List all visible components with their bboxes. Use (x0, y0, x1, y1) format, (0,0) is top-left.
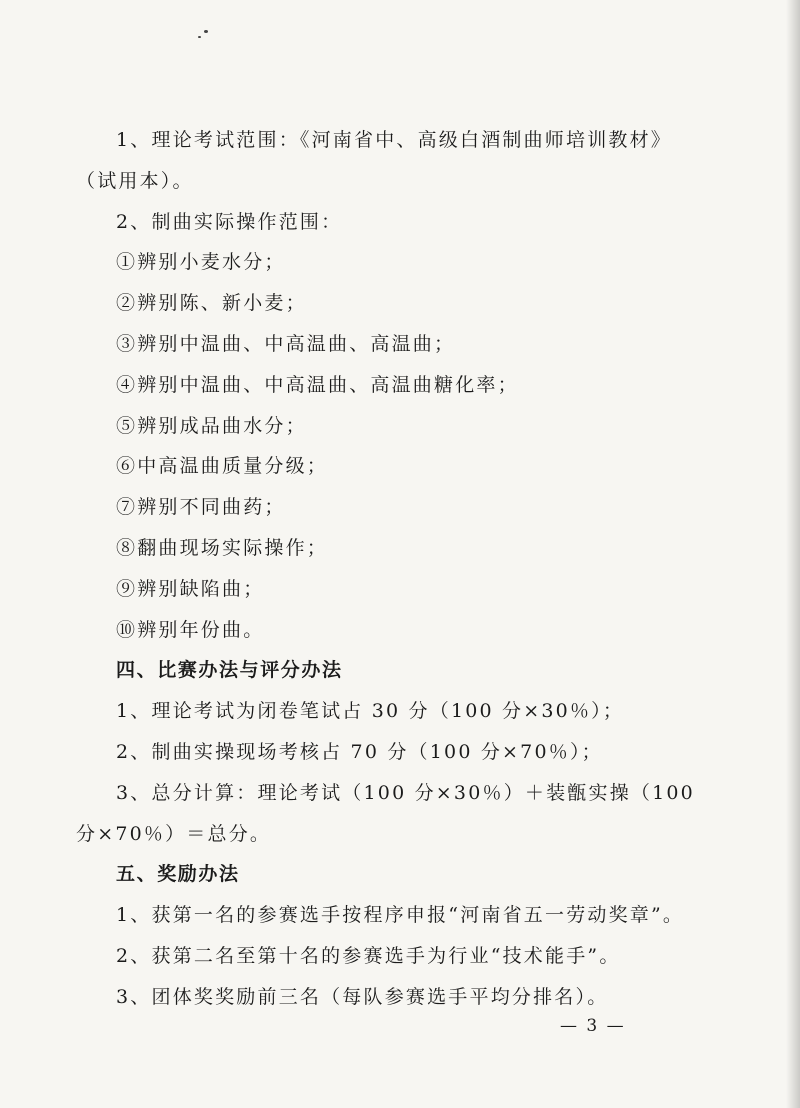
text-line: ⑩辨别年份曲。 (116, 618, 265, 641)
text-line: ④辨别中温曲、中高温曲、高温曲糖化率； (116, 373, 519, 396)
text-line: 分×70％）＝总分。 (76, 822, 272, 845)
text-line: 1、获第一名的参赛选手按程序申报“河南省五一劳动奖章”。 (116, 904, 685, 927)
section-heading: 四、比赛办法与评分办法 (116, 659, 343, 682)
text-line: ⑥中高温曲质量分级； (116, 455, 329, 478)
text-line: 3、团体奖奖励前三名（每队参赛选手平均分排名）。 (116, 985, 609, 1008)
text-line: ①辨别小麦水分； (116, 251, 286, 274)
document-body (76, 127, 695, 1025)
text-line: ⑦辨别不同曲药； (116, 496, 286, 519)
text-line: ③辨别中温曲、中高温曲、高温曲； (116, 332, 456, 355)
text-line: ⑤辨别成品曲水分； (116, 414, 307, 437)
scan-edge-shadow (786, 0, 800, 1108)
text-line: 1、理论考试范围：《河南省中、高级白酒制曲师培训教材》 (116, 129, 672, 151)
text-line: 2、制曲实际操作范围： (116, 210, 343, 233)
text-line: 3、总分计算：理论考试（100 分×30％）＋装甑实操（100 (116, 781, 695, 804)
text-line: ⑧翻曲现场实际操作； (116, 536, 329, 559)
text-line: ②辨别陈、新小麦； (116, 292, 307, 315)
text-line: 2、获第二名至第十名的参赛选手为行业“技术能手”。 (116, 944, 621, 967)
text-line: 2、制曲实操现场考核占 70 分（100 分×70％）； (116, 740, 603, 763)
section-heading: 五、奖励办法 (116, 863, 240, 886)
text-line: （试用本）。 (76, 169, 194, 192)
text-line: ⑨辨别缺陷曲； (116, 577, 265, 600)
page-number: — 3 — (560, 1016, 626, 1036)
text-line: 1、理论考试为闭卷笔试占 30 分（100 分×30％）； (116, 700, 625, 723)
scan-speck (204, 30, 208, 33)
scan-speck (198, 36, 201, 38)
